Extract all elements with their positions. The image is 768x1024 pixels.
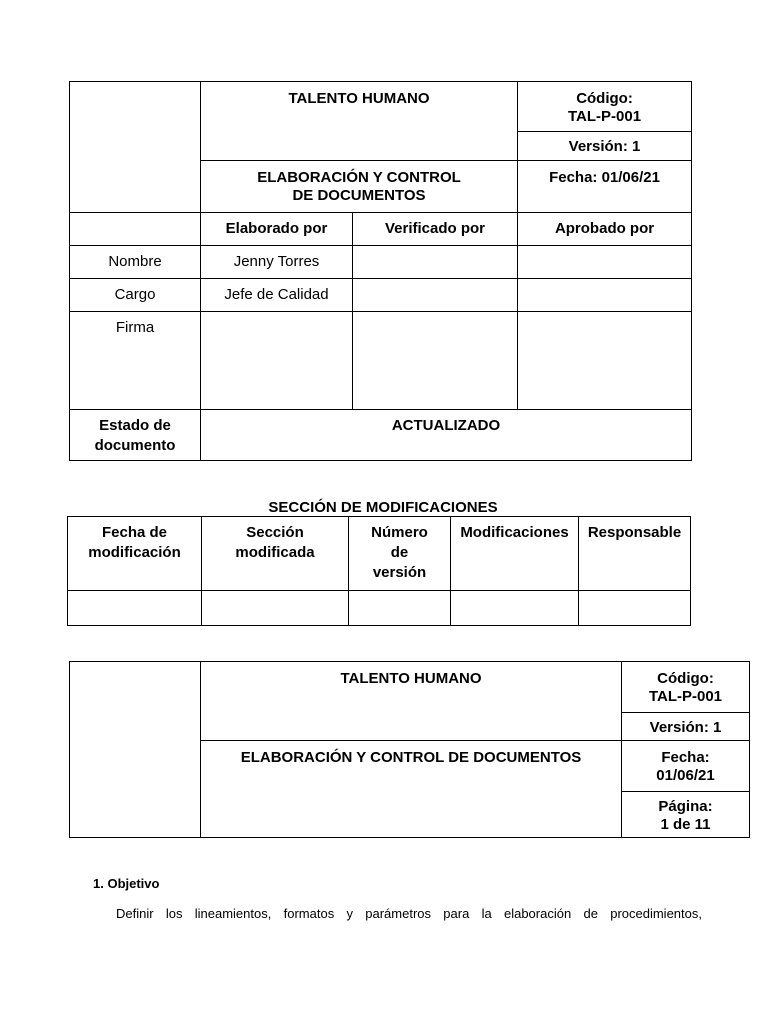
- nombre-aprobado: [518, 246, 692, 279]
- col-modificaciones: Modificaciones: [451, 517, 579, 591]
- document-code-2: Código: TAL-P-001: [622, 662, 750, 713]
- mod-cell-seccion: [202, 591, 349, 626]
- department-name-2: TALENTO HUMANO: [201, 662, 622, 741]
- col-aprobado-por: Aprobado por: [518, 213, 692, 246]
- cargo-elaborado: Jefe de Calidad: [201, 279, 353, 312]
- document-version: Versión: 1: [518, 132, 692, 161]
- modifications-table: [67, 516, 691, 626]
- estado-documento-value: ACTUALIZADO: [201, 410, 692, 461]
- cargo-verificado: [353, 279, 518, 312]
- logo-cell: [70, 82, 201, 213]
- document-date-2: Fecha: 01/06/21: [622, 741, 750, 792]
- document-title: ELABORACIÓN Y CONTROL DE DOCUMENTOS: [201, 161, 518, 213]
- row-label-cargo: Cargo: [70, 279, 201, 312]
- firma-aprobado: [518, 312, 692, 410]
- firma-elaborado: [201, 312, 353, 410]
- nombre-verificado: [353, 246, 518, 279]
- page-number: Página: 1 de 11: [622, 791, 750, 837]
- col-elaborado-por: Elaborado por: [201, 213, 353, 246]
- mod-cell-modificaciones: [451, 591, 579, 626]
- row-label-nombre: Nombre: [70, 246, 201, 279]
- document-version-2: Versión: 1: [622, 712, 750, 740]
- document-code: Código: TAL-P-001: [518, 82, 692, 132]
- document-header-table: [69, 81, 692, 461]
- col-seccion-modificada: Sección modificada: [202, 517, 349, 591]
- blank-header-cell: [70, 213, 201, 246]
- row-label-firma: Firma: [70, 312, 201, 410]
- mod-cell-responsable: [579, 591, 691, 626]
- nombre-elaborado: Jenny Torres: [201, 246, 353, 279]
- mod-cell-version: [349, 591, 451, 626]
- col-fecha-modificacion: Fecha de modificación: [68, 517, 202, 591]
- document-title-2: ELABORACIÓN Y CONTROL DE DOCUMENTOS: [201, 741, 622, 838]
- department-name: TALENTO HUMANO: [201, 82, 518, 161]
- logo-cell-2: [70, 662, 201, 838]
- col-responsable: Responsable: [579, 517, 691, 591]
- section-heading-objetivo: 1. Objetivo: [93, 876, 160, 891]
- document-date: Fecha: 01/06/21: [518, 161, 692, 213]
- modifications-section-title: SECCIÓN DE MODIFICACIONES: [268, 499, 498, 516]
- col-verificado-por: Verificado por: [353, 213, 518, 246]
- cargo-aprobado: [518, 279, 692, 312]
- col-numero-version: Número de versión: [349, 517, 451, 591]
- firma-verificado: [353, 312, 518, 410]
- estado-documento-label: Estado de documento: [70, 410, 201, 461]
- mod-cell-fecha: [68, 591, 202, 626]
- page-header-table: [69, 661, 750, 838]
- objetivo-paragraph: Definir los lineamientos, formatos y parámetros para la elaboración de procedimientos,: [116, 906, 702, 921]
